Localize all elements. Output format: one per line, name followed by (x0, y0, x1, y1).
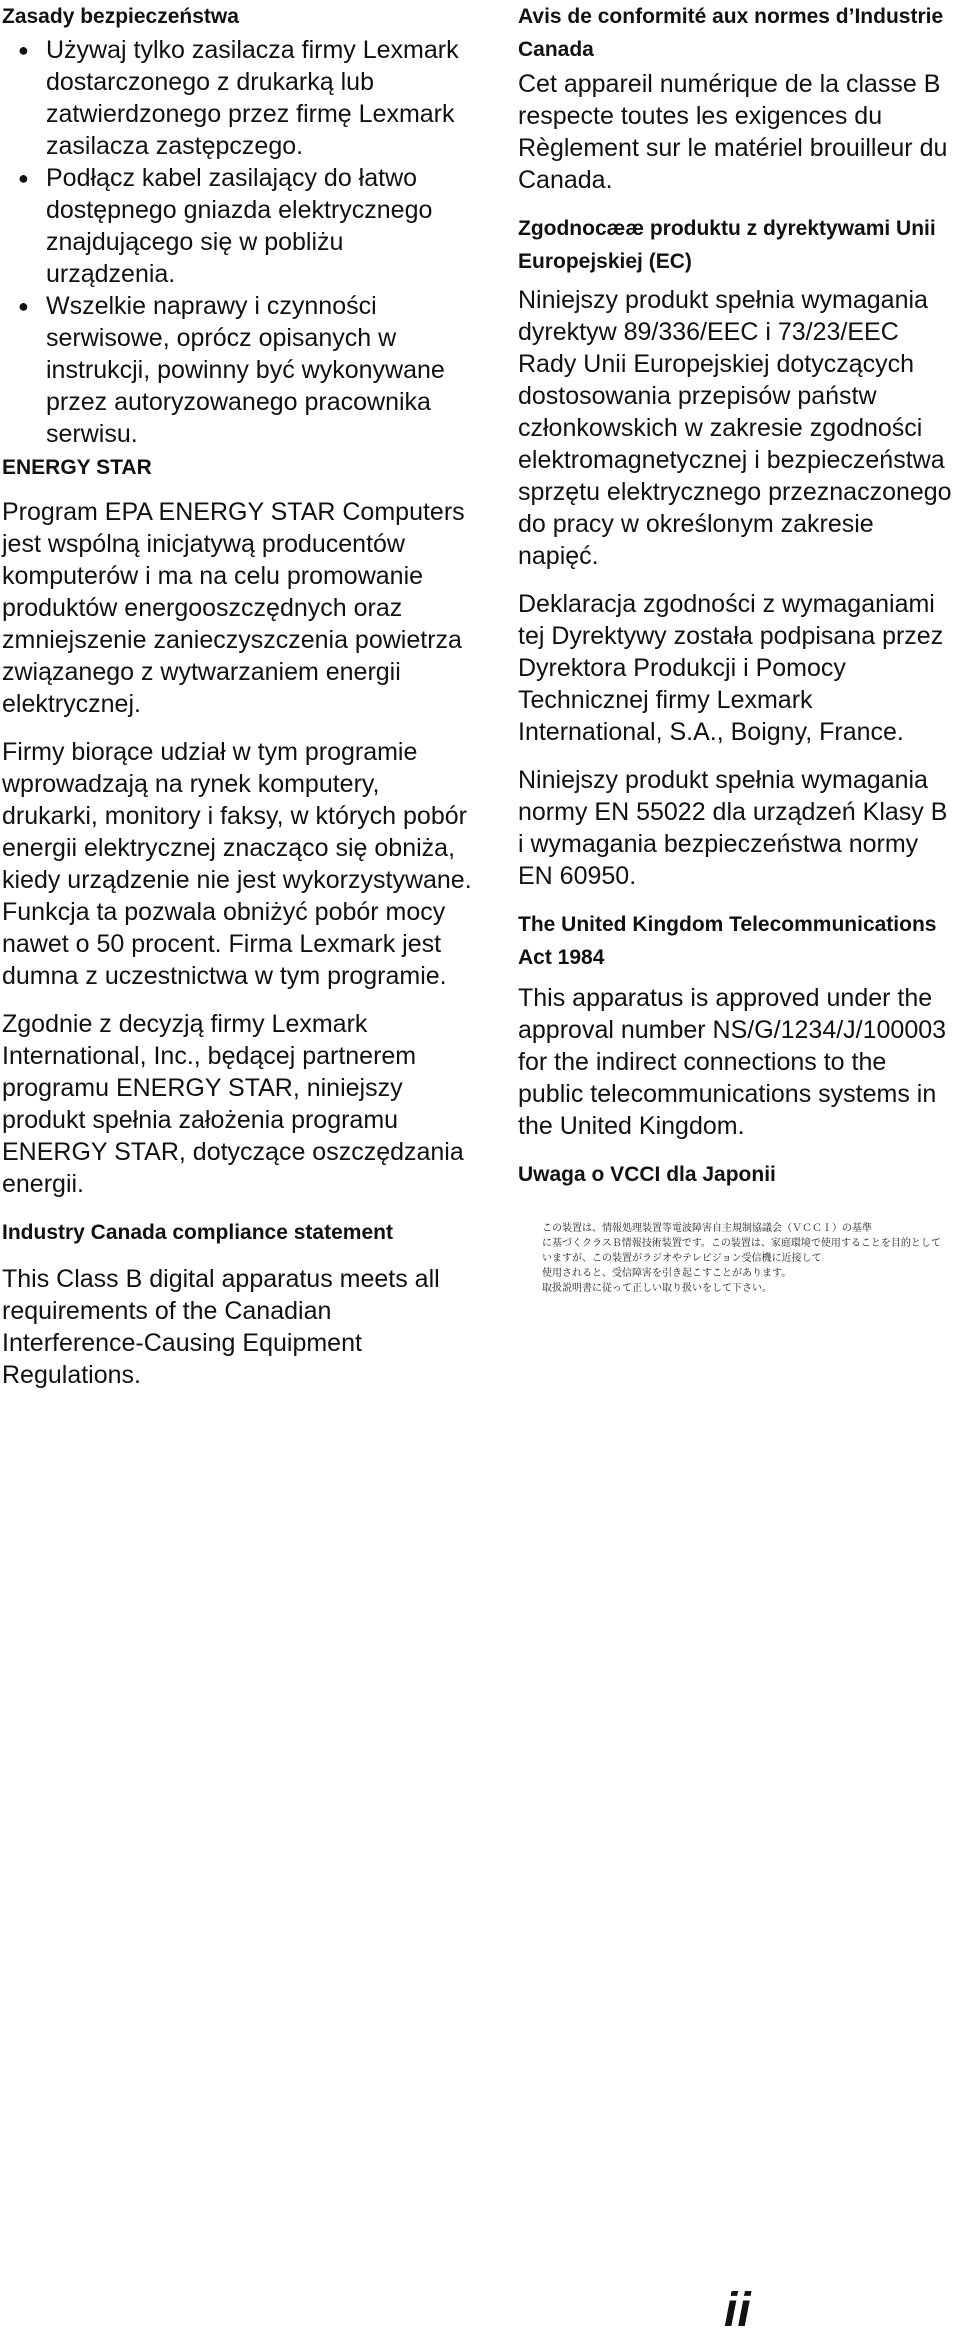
uk-heading: The United Kingdom Telecommunications Act 1984 (518, 913, 937, 969)
page-number: ii (724, 2284, 751, 2337)
avis-heading: Avis de conformité aux normes d’Industrie Canada (518, 5, 944, 61)
bullet-icon: ● (18, 296, 29, 316)
ec-paragraph-2: Deklaracja zgodności z wymaganiami tej Dyrektywy została podpisana przez Dyrektora Produkcji i Pomocy Technicznej firmy Lexmark International, S.A., Boigny, France. (518, 590, 944, 746)
right-column (518, 0, 958, 1296)
ec-paragraph-3: Niniejszy produkt spełnia wymagania normy EN 55022 dla urządzeń Klasy B i wymagania bezpieczeństwa normy EN 60950. (518, 766, 948, 890)
ec-paragraph-1: Niniejszy produkt spełnia wymagania dyrektyw 89/336/EEC i 73/23/EEC Rady Unii Europejskiej dotyczących dostosowania przepisów państw członkowskich w zakresie zgodności elektromagnetycznej i bezpieczeństwa sprzętu elektrycznego przeznaczonego do pracy w określonym zakresie napięć. (518, 286, 952, 570)
energy-star-paragraph-1: Program EPA ENERGY STAR Computers jest wspólną inicjatywą producentów komputerów i ma na celu promowanie produktów energooszczędnych oraz zmniejszenie zanieczyszczenia powietrza związanego z wytwarzaniem energii elektrycznej. (2, 498, 465, 718)
list-item (2, 290, 472, 450)
vcci-japanese-notice: この装置は、情報処理装置等電波障害自主規制協議会（ＶＣＣＩ）の基準 に基づくクラスＢ情報技術装置です。この装置は、家庭環境で使用することを目的としていますが、この装置がラジオやテレビジョン受信機に近接して 使用されると、受信障害を引き起こすことがあります。 取扱説明書に従って正しい取り扱いをして下さい。 (542, 1223, 941, 1294)
industry-canada-paragraph: This Class B digital apparatus meets all requirements of the Canadian Interference-Causing Equipment Regulations. (2, 1265, 440, 1389)
ec-heading: Zgodnocææ produktu z dyrektywami Unii Europejskiej (EC) (518, 217, 936, 273)
safety-list (2, 34, 472, 450)
industry-canada-heading: Industry Canada compliance statement (2, 1221, 393, 1244)
safety-item-text: Wszelkie naprawy i czynności serwisowe, oprócz opisanych w instrukcji, powinny być wykonywane przez autoryzowanego pracownika serwisu. (46, 292, 445, 448)
bullet-icon: ● (18, 168, 29, 188)
uk-paragraph: This apparatus is approved under the approval number NS/G/1234/J/100003 for the indirect connections to the public telecommunications systems in the United Kingdom. (518, 984, 947, 1140)
safety-item-text: Używaj tylko zasilacza firmy Lexmark dostarczonego z drukarką lub zatwierdzonego przez firmę Lexmark zasilacza zastępczego. (46, 36, 459, 160)
avis-paragraph: Cet appareil numérique de la classe B respecte toutes les exigences du Règlement sur le matériel brouilleur du Canada. (518, 70, 948, 194)
energy-star-heading: ENERGY STAR (2, 456, 152, 479)
safety-heading: Zasady bezpieczeństwa (2, 5, 239, 28)
vcci-heading: Uwaga o VCCI dla Japonii (518, 1163, 776, 1186)
safety-item-text: Podłącz kabel zasilający do łatwo dostępnego gniazda elektrycznego znajdującego się w pobliżu urządzenia. (46, 164, 433, 288)
list-item (2, 34, 472, 162)
bullet-icon: ● (18, 40, 29, 60)
list-item (2, 162, 472, 290)
energy-star-paragraph-2: Firmy biorące udział w tym programie wprowadzają na rynek komputery, drukarki, monitory i faksy, w których pobór energii elektrycznej znacząco się obniża, kiedy urządzenie nie jest wykorzystywane. Funkcja ta pozwala obniżyć pobór mocy nawet o 50 procent. Firma Lexmark jest dumna z uczestnictwa w tym programie. (2, 738, 472, 990)
energy-star-paragraph-3: Zgodnie z decyzją firmy Lexmark International, Inc., będącej partnerem programu ENERGY STAR, niniejszy produkt spełnia założenia programu ENERGY STAR, dotyczące oszczędzania energii. (2, 1010, 464, 1198)
left-column (2, 0, 472, 1391)
